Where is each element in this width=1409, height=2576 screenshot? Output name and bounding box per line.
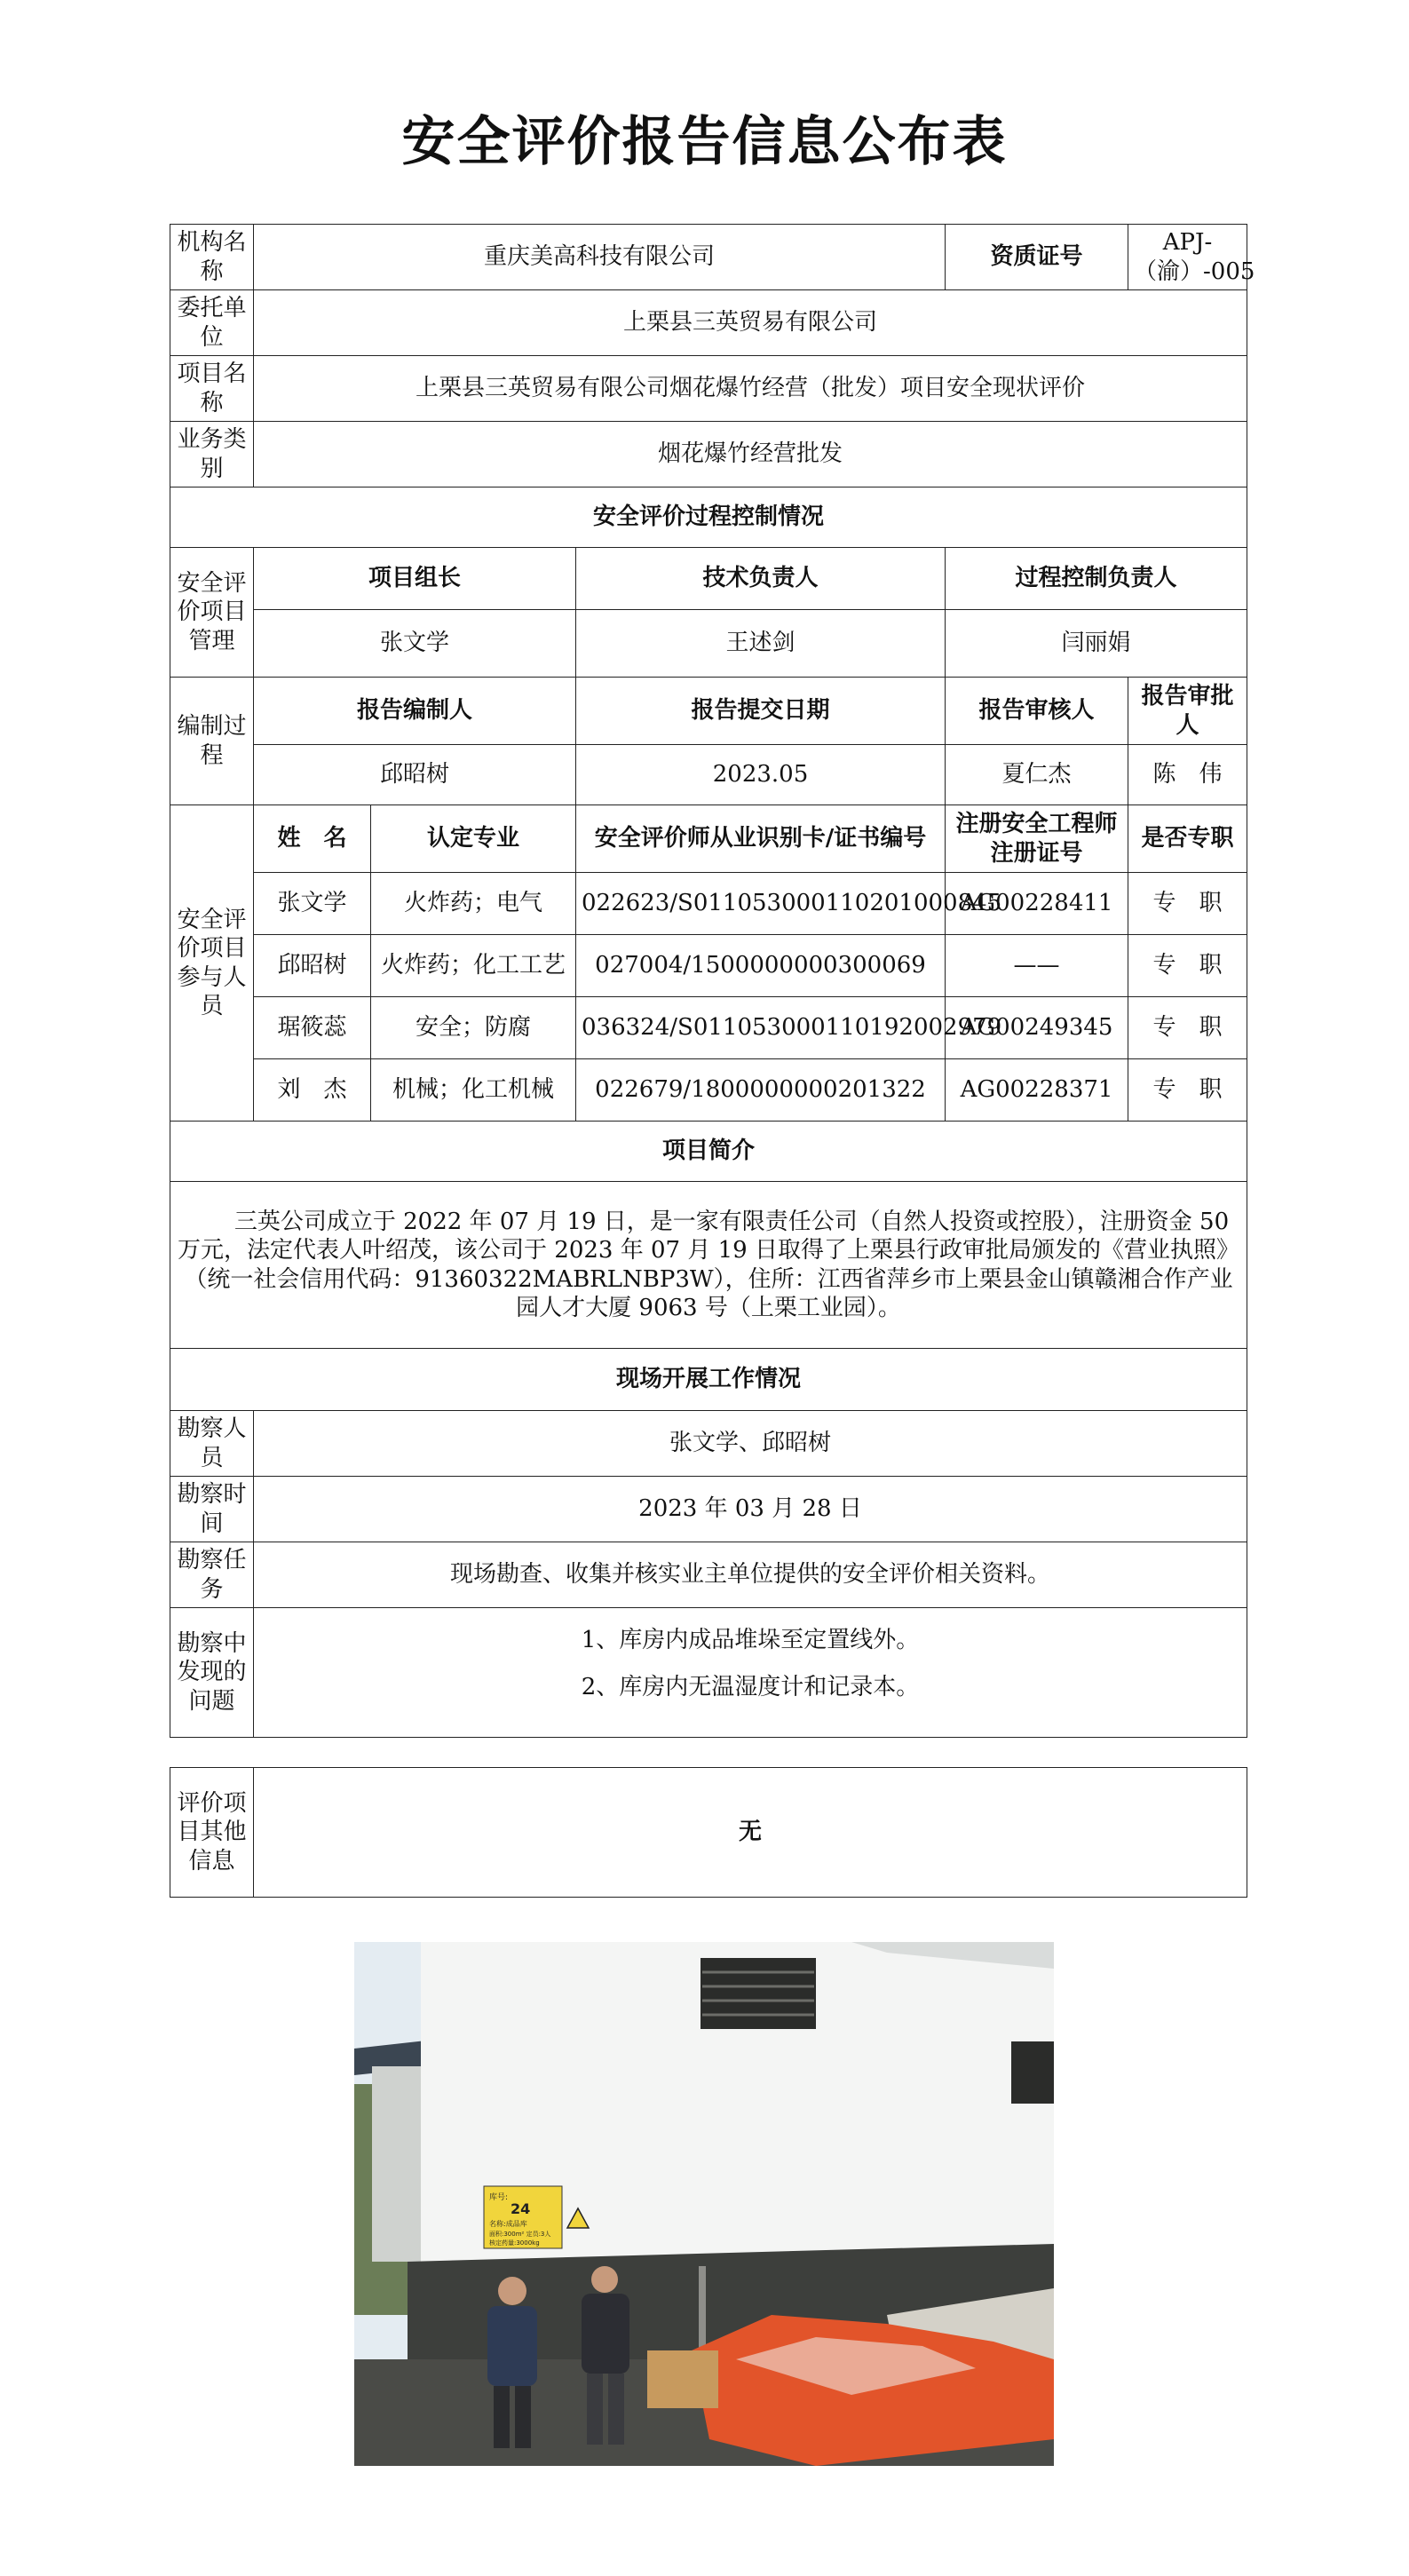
management-value-leader: 张文学 (254, 610, 576, 678)
participant-card: 027004/1500000000300069 (576, 935, 946, 997)
management-label: 安全评价项目管理 (170, 548, 254, 678)
issue-item: 2、库房内无温湿度计和记录本。 (581, 1673, 920, 1700)
participant-fulltime: 专 职 (1128, 1059, 1247, 1122)
photo-window (1011, 2041, 1054, 2104)
site-time-value: 2023 年 03 月 28 日 (254, 1477, 1247, 1542)
participants-header-fulltime: 是否专职 (1128, 805, 1247, 873)
client-value: 上栗县三英贸易有限公司 (254, 290, 1247, 356)
participant-card: 022679/1800000000201322 (576, 1059, 946, 1122)
site-staff-label: 勘察人员 (170, 1411, 254, 1477)
cert-value: APJ-（渝）-005 (1128, 225, 1247, 290)
participants-header-major: 认定专业 (371, 805, 576, 873)
cert-label: 资质证号 (946, 225, 1128, 290)
table-row (170, 873, 1247, 935)
participant-fulltime: 专 职 (1128, 935, 1247, 997)
photo-sign-number: 24 (511, 2200, 531, 2217)
intro-text: 三英公司成立于 2022 年 07 月 19 日，是一家有限责任公司（自然人投资或控股），注册资金 50 万元，法定代表人叶绍茂，该公司于 2023 年 07 月 19 日取得了上栗县行政审批局颁发的《营业执照》（统一社会信用代码：91360322MABRLNBP3W），住所：江西省萍乡市上栗县金山镇赣湘合作产业园人才大厦 9063 号（上栗工业园）。 (170, 1182, 1247, 1349)
project-value: 上栗县三英贸易有限公司烟花爆竹经营（批发）项目安全现状评价 (254, 356, 1247, 422)
participant-engineer-no: AG00228411 (946, 873, 1128, 935)
photo-sign-line4: 面积:300m² 定员:3人 (489, 2231, 551, 2238)
compile-value-date: 2023.05 (576, 745, 946, 805)
page-title: 安全评价报告信息公布表 (401, 111, 1008, 173)
participant-name: 邱昭树 (254, 935, 371, 997)
participants-header-engineer: 注册安全工程师注册证号 (946, 805, 1128, 873)
photo-sign-line5: 核定药量:3000kg (489, 2239, 540, 2247)
participants-header-card: 安全评价师从业识别卡/证书编号 (576, 805, 946, 873)
info-table (170, 224, 1255, 1738)
participant-major: 火炸药；电气 (371, 873, 576, 935)
compile-header-approver: 报告审批人 (1128, 678, 1247, 745)
other-value: 无 (254, 1768, 1247, 1898)
participants-label: 安全评价项目参与人员 (170, 805, 254, 1122)
photo-sign-line1: 库号: (489, 2193, 509, 2202)
management-value-tech: 王述剑 (576, 610, 946, 678)
participant-card: 022623/S011053000110201000845 (576, 873, 946, 935)
org-value: 重庆美高科技有限公司 (254, 225, 946, 290)
participant-engineer-no: AG00228371 (946, 1059, 1128, 1122)
site-staff-value: 张文学、邱昭树 (254, 1411, 1247, 1477)
table-row (170, 935, 1247, 997)
process-section-header: 安全评价过程控制情况 (170, 487, 1247, 548)
project-label: 项目名称 (170, 356, 254, 422)
compile-header-date: 报告提交日期 (576, 678, 946, 745)
participant-card: 036324/S011053000110192002979 (576, 997, 946, 1059)
management-header-leader: 项目组长 (254, 548, 576, 610)
other-info-table (170, 1767, 1247, 1898)
participant-name: 琚筱蕊 (254, 997, 371, 1059)
participant-engineer-no: AG00249345 (946, 997, 1128, 1059)
site-time-label: 勘察时间 (170, 1477, 254, 1542)
table-row (170, 1059, 1247, 1122)
org-label: 机构名称 (170, 225, 254, 290)
participant-engineer-no: —— (946, 935, 1128, 997)
site-issues (254, 1608, 1247, 1738)
photo-window (701, 1958, 816, 2029)
participant-name: 张文学 (254, 873, 371, 935)
compile-label: 编制过程 (170, 678, 254, 805)
compile-header-reviewer: 报告审核人 (946, 678, 1128, 745)
intro-header: 项目简介 (170, 1122, 1247, 1182)
compile-value-approver: 陈 伟 (1128, 745, 1247, 805)
participant-major: 火炸药；化工工艺 (371, 935, 576, 997)
site-task-value: 现场勘查、收集并核实业主单位提供的安全评价相关资料。 (254, 1542, 1247, 1608)
site-task-label: 勘察任务 (170, 1542, 254, 1608)
participant-major: 安全；防腐 (371, 997, 576, 1059)
participants-header-name: 姓 名 (254, 805, 371, 873)
management-value-control: 闫丽娟 (946, 610, 1247, 678)
other-label: 评价项目其他信息 (170, 1768, 254, 1898)
photo-sign-line3: 名称:成品库 (489, 2220, 527, 2228)
compile-value-author: 邱昭树 (254, 745, 576, 805)
participant-fulltime: 专 职 (1128, 873, 1247, 935)
management-header-tech: 技术负责人 (576, 548, 946, 610)
management-header-control: 过程控制负责人 (946, 548, 1247, 610)
photo-board (647, 2350, 718, 2408)
site-header: 现场开展工作情况 (170, 1349, 1247, 1411)
participant-fulltime: 专 职 (1128, 997, 1247, 1059)
compile-header-author: 报告编制人 (254, 678, 576, 745)
issue-item: 1、库房内成品堆垛至定置线外。 (581, 1627, 920, 1653)
site-issues-label: 勘察中发现的问题 (170, 1608, 254, 1738)
compile-value-reviewer: 夏仁杰 (946, 745, 1128, 805)
participant-name: 刘 杰 (254, 1059, 371, 1122)
participant-major: 机械；化工机械 (371, 1059, 576, 1122)
client-label: 委托单位 (170, 290, 254, 356)
business-label: 业务类别 (170, 422, 254, 487)
business-value: 烟花爆竹经营批发 (254, 422, 1247, 487)
site-photo (354, 1942, 1054, 2466)
table-row (170, 997, 1247, 1059)
